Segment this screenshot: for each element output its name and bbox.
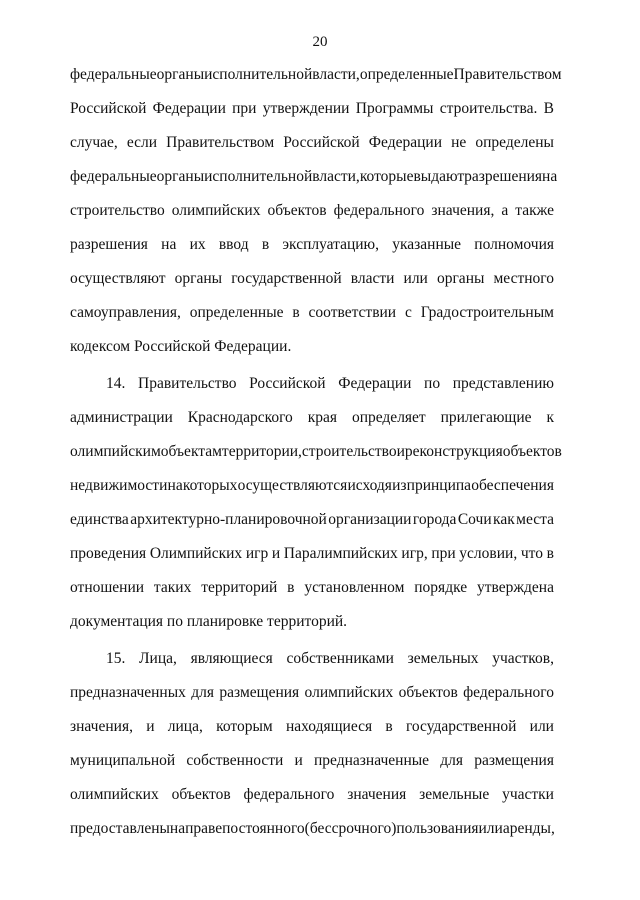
text-line: предоставлены на праве постоянного (бессрочного) пользования или аренды, (70, 820, 555, 837)
text-line: олимпийских объектов федерального значения земельные участки (70, 786, 554, 803)
document-body (70, 58, 562, 846)
text-line: недвижимости на которых осуществляются исходя из принципа обеспечения (70, 477, 554, 494)
text-line: отношении таких территорий в установленном порядке утверждена (70, 579, 554, 596)
text-line: олимпийским объектам территории, строительство и реконструкция объектов (70, 443, 562, 460)
text-line: федеральные органы исполнительной власти, которые выдают разрешения на (70, 168, 558, 185)
text-line: администрации Краснодарского края определяет прилегающие к (70, 409, 554, 426)
text-line: случае, если Правительством Российской Федерации не определены (70, 134, 554, 151)
text-line: проведения Олимпийских игр и Паралимпийских игр, при условии, что в (70, 545, 554, 562)
text-line: осуществляют органы государственной власти или органы местного (70, 270, 554, 287)
text-line: самоуправления, определенные в соответствии с Градостроительным (70, 304, 554, 321)
paragraph-15-first-line: 15. Лица, являющиеся собственниками земельных участков, (106, 650, 554, 667)
text-line: единства архитектурно-планировочной организации города Сочи как места (70, 511, 554, 528)
text-line: муниципальной собственности и предназначенные для размещения (70, 752, 554, 769)
text-line: разрешения на их ввод в эксплуатацию, указанные полномочия (70, 236, 554, 253)
text-line: значения, и лица, которым находящиеся в государственной или (70, 718, 554, 735)
text-line: документация по планировке территорий. (70, 613, 348, 630)
text-line: федеральные органы исполнительной власти, определенные Правительством (70, 66, 562, 83)
paragraph-14-first-line: 14. Правительство Российской Федерации по представлению (106, 375, 554, 392)
text-line: Российской Федерации при утверждении Программы строительства. В (70, 100, 554, 117)
text-line: кодексом Российской Федерации. (70, 338, 292, 355)
text-line: предназначенных для размещения олимпийских объектов федерального (70, 684, 554, 701)
page-number: 20 (312, 34, 328, 50)
text-line: строительство олимпийских объектов федерального значения, а также (70, 202, 554, 219)
